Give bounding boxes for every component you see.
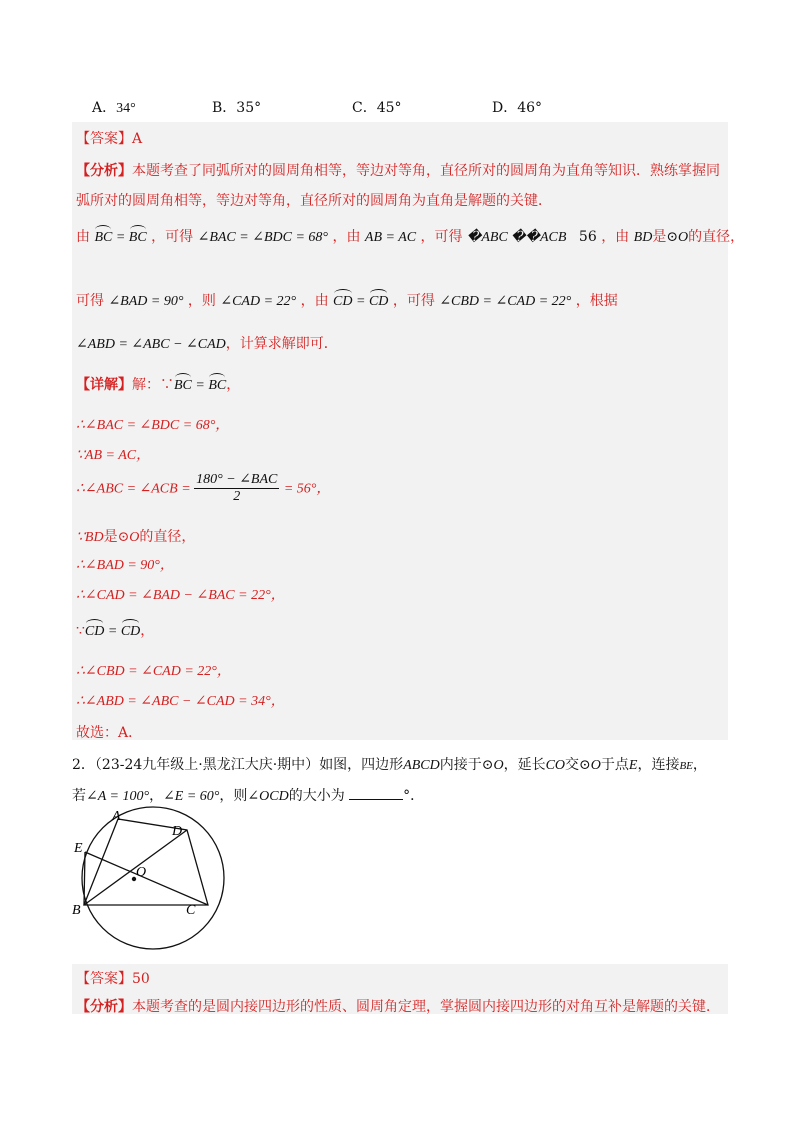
q1-detail-line5: ∵BD是⊙O的直径， xyxy=(76,529,196,545)
circle-figure xyxy=(66,806,236,956)
label-b: B xyxy=(72,903,81,918)
q2-line1: 2．（23-24九年级上·黑龙江大庆·期中）如图，四边形ABCD内接于⊙O，延长CO交⊙O于点E，连接BE， xyxy=(72,757,707,773)
q1-detail-line3: ∵AB = AC， xyxy=(76,448,151,463)
q1-detail-line10: ∴∠ABD = ∠ABC − ∠CAD = 34°， xyxy=(76,694,285,709)
label-e: E xyxy=(74,841,83,856)
q1-detail-line9: ∴∠CBD = ∠CAD = 22°， xyxy=(76,664,231,679)
fraction: $\frac{\text{180° − ∠BAC}}{2}$ xyxy=(196,472,278,504)
q1-detail-line6: ∴∠BAD = 90°， xyxy=(76,558,174,573)
label-o: O xyxy=(136,865,147,880)
q1-detail-line7: ∴∠CAD = ∠BAD − ∠BAC = 22°， xyxy=(76,588,285,603)
label-a: A xyxy=(112,809,121,824)
answer-blank xyxy=(349,787,403,800)
circle-o xyxy=(82,807,224,949)
q1-analysis-line4: 可得 ∠BAD = 90° ，则 ∠CAD = 22° ，由 CD = CD ，可得 ∠CBD = ∠CAD = 22° ，根据 xyxy=(76,293,618,309)
q2-line2: 若∠A = 100°，∠E = 60°，则∠OCD的大小为 °． xyxy=(72,788,425,804)
choice-a: A．34° xyxy=(92,100,136,116)
choice-b: B．35° xyxy=(212,100,262,116)
q1-detail-line2: ∴∠BAC = ∠BDC = 68°， xyxy=(76,418,230,433)
q1-analysis-line1: 【分析】本题考查了同弧所对的圆周角相等，等边对等角，直径所对的圆周角为直角等知识．熟练掌握同 xyxy=(76,163,720,179)
q2-analysis: 【分析】本题考查的是圆内接四边形的性质、圆周角定理，掌握圆内接四边形的对角互补是解题的关键． xyxy=(76,999,720,1015)
choice-c: C．45° xyxy=(352,100,402,116)
q1-detail-line4: ∴∠ABC = ∠ACB = $\frac{\text{180° − ∠BAC}}{2}$ = 56°， xyxy=(76,472,331,504)
q2-answer: 【答案】50 xyxy=(76,971,150,987)
q1-answer: 【答案】A xyxy=(76,131,143,147)
q1-detail-line1: 【详解】解：∵BC = BC， xyxy=(76,377,241,393)
q1-detail-line11: 故选：A． xyxy=(76,725,143,741)
q1-detail-line8: ∵CD = CD， xyxy=(76,623,155,639)
q1-analysis-line2: 弧所对的圆周角相等，等边对等角，直径所对的圆周角为直角是解题的关键． xyxy=(76,193,552,209)
label-d: D xyxy=(172,824,183,839)
label-c: C xyxy=(186,903,196,918)
choice-d: D．46° xyxy=(492,100,543,116)
q1-analysis-line3: 由 BC = BC ，可得 ∠BAC = ∠BDC = 68° ，由 AB = AC ，可得 �ABC ��ACB 56 ，由 BD是⊙O的直径， xyxy=(76,229,745,245)
q1-analysis-line5: ∠ABD = ∠ABC − ∠CAD，计算求解即可． xyxy=(76,336,338,352)
